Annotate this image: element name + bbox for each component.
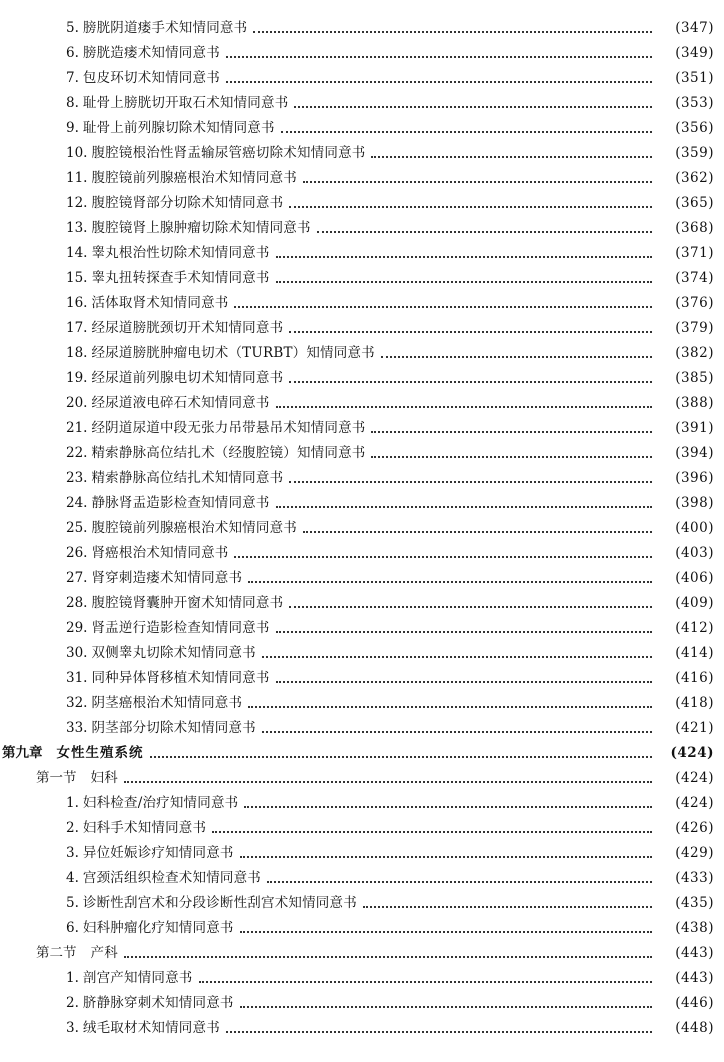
toc-title: 脐静脉穿刺术知情同意书 bbox=[82, 995, 234, 1011]
toc-entry bbox=[66, 394, 270, 412]
toc-page-number: (403) bbox=[675, 545, 714, 561]
toc-entry bbox=[66, 719, 256, 737]
toc-number: 2. bbox=[66, 995, 79, 1011]
dot-leader bbox=[124, 781, 652, 783]
dot-leader bbox=[248, 581, 652, 583]
toc-title: 腹腔镜根治性肾盂输尿管癌切除术知情同意书 bbox=[91, 145, 366, 161]
toc-title: 腹腔镜前列腺癌根治术知情同意书 bbox=[91, 520, 297, 536]
toc-number: 17. bbox=[66, 320, 88, 336]
dot-leader bbox=[124, 956, 652, 958]
toc-item bbox=[0, 312, 724, 337]
toc-page-number: (418) bbox=[675, 695, 714, 711]
dot-leader bbox=[267, 881, 652, 883]
toc-page-number: (382) bbox=[675, 345, 714, 361]
dot-leader bbox=[212, 831, 652, 833]
toc-item bbox=[0, 537, 724, 562]
dot-leader bbox=[240, 1006, 652, 1008]
toc-title: 宫颈活组织检查术知情同意书 bbox=[82, 870, 261, 886]
toc-title: 耻骨上前列腺切除术知情同意书 bbox=[82, 120, 275, 136]
toc-entry bbox=[66, 419, 365, 437]
toc-item bbox=[0, 912, 724, 937]
toc-number: 18. bbox=[66, 345, 88, 361]
toc-number: 31. bbox=[66, 670, 88, 686]
toc-title: 精索静脉高位结扎术（经腹腔镜）知情同意书 bbox=[91, 445, 366, 461]
toc-title: 妇科 bbox=[90, 770, 118, 786]
toc-item bbox=[0, 1012, 724, 1037]
dot-leader bbox=[276, 256, 652, 258]
toc-title: 肾癌根治术知情同意书 bbox=[91, 545, 229, 561]
toc-page-number: (409) bbox=[675, 595, 714, 611]
toc-item bbox=[0, 12, 724, 37]
toc-page-number: (359) bbox=[675, 145, 714, 161]
toc-title: 经阴道尿道中段无张力吊带悬吊术知情同意书 bbox=[91, 420, 366, 436]
toc-title: 活体取肾术知情同意书 bbox=[91, 295, 229, 311]
toc-title: 睾丸根治性切除术知情同意书 bbox=[91, 245, 270, 261]
toc-page-number: (424) bbox=[675, 795, 714, 811]
toc-page-number: (446) bbox=[675, 995, 714, 1011]
toc-number: 24. bbox=[66, 495, 88, 511]
toc-number: 28. bbox=[66, 595, 88, 611]
toc-number: 22. bbox=[66, 445, 88, 461]
toc-title: 膀胱阴道瘘手术知情同意书 bbox=[82, 20, 248, 36]
dot-leader bbox=[303, 531, 652, 533]
toc-page-number: (347) bbox=[675, 20, 714, 36]
toc-page-number: (438) bbox=[675, 920, 714, 936]
toc-page-number: (356) bbox=[675, 120, 714, 136]
toc-item bbox=[0, 512, 724, 537]
toc-item bbox=[0, 412, 724, 437]
toc-number: 21. bbox=[66, 420, 88, 436]
toc-title: 腹腔镜肾上腺肿瘤切除术知情同意书 bbox=[91, 220, 311, 236]
toc-page-number: (391) bbox=[675, 420, 714, 436]
toc-page-number: (412) bbox=[675, 620, 714, 636]
toc-entry bbox=[66, 619, 270, 637]
toc-entry bbox=[66, 144, 365, 162]
toc-title: 肾穿刺造瘘术知情同意书 bbox=[91, 570, 243, 586]
toc-page-number: (349) bbox=[675, 45, 714, 61]
toc-number: 7. bbox=[66, 70, 79, 86]
toc-item bbox=[0, 962, 724, 987]
toc-page-number: (424) bbox=[675, 770, 714, 786]
toc-number: 1. bbox=[66, 970, 79, 986]
dot-leader bbox=[240, 931, 652, 933]
dot-leader bbox=[276, 406, 652, 408]
toc-number: 5. bbox=[66, 895, 79, 911]
toc-number: 9. bbox=[66, 120, 79, 136]
toc-item bbox=[0, 337, 724, 362]
toc-number: 23. bbox=[66, 470, 88, 486]
toc-entry bbox=[66, 469, 283, 487]
toc-entry bbox=[66, 94, 288, 112]
toc-number: 32. bbox=[66, 695, 88, 711]
toc-page-number: (371) bbox=[675, 245, 714, 261]
toc-title: 经尿道前列腺电切术知情同意书 bbox=[91, 370, 284, 386]
toc-number: 12. bbox=[66, 195, 88, 211]
dot-leader bbox=[371, 431, 652, 433]
dot-leader bbox=[226, 56, 652, 58]
toc-entry bbox=[66, 119, 275, 137]
toc-entry bbox=[66, 369, 283, 387]
toc-page-number: (414) bbox=[675, 645, 714, 661]
toc-entry bbox=[66, 869, 261, 887]
dot-leader bbox=[303, 181, 652, 183]
toc-item bbox=[0, 712, 724, 737]
toc-number: 14. bbox=[66, 245, 88, 261]
toc-item bbox=[0, 637, 724, 662]
toc-title: 产科 bbox=[90, 945, 118, 961]
toc-page-number: (374) bbox=[675, 270, 714, 286]
toc-item bbox=[0, 187, 724, 212]
toc-number: 25. bbox=[66, 520, 88, 536]
dot-leader bbox=[371, 156, 652, 158]
toc-item bbox=[0, 212, 724, 237]
toc-item bbox=[0, 362, 724, 387]
toc-title: 经尿道膀胱肿瘤电切术（TURBT）知情同意书 bbox=[91, 345, 375, 361]
toc-page-number: (421) bbox=[675, 720, 714, 736]
toc-title: 双侧睾丸切除术知情同意书 bbox=[91, 645, 256, 661]
toc-entry bbox=[66, 544, 228, 562]
toc-number: 27. bbox=[66, 570, 88, 586]
toc-title: 腹腔镜肾部分切除术知情同意书 bbox=[91, 195, 284, 211]
toc-entry bbox=[66, 269, 270, 287]
toc-title: 妇科肿瘤化疗知情同意书 bbox=[82, 920, 234, 936]
toc-entry bbox=[66, 519, 297, 537]
toc-number: 13. bbox=[66, 220, 88, 236]
toc-number: 26. bbox=[66, 545, 88, 561]
toc-entry bbox=[66, 794, 238, 812]
toc-title: 膀胱造瘘术知情同意书 bbox=[82, 45, 220, 61]
dot-leader bbox=[381, 356, 652, 358]
toc-entry bbox=[66, 694, 242, 712]
toc-number: 20. bbox=[66, 395, 88, 411]
toc-number: 8. bbox=[66, 95, 79, 111]
toc-entry bbox=[36, 944, 118, 962]
toc-number: 33. bbox=[66, 720, 88, 736]
dot-leader bbox=[289, 481, 652, 483]
toc-item bbox=[0, 837, 724, 862]
toc-entry bbox=[66, 1019, 220, 1037]
toc-entry bbox=[66, 969, 193, 987]
toc-number: 11. bbox=[66, 170, 88, 186]
toc-title: 诊断性刮宫术和分段诊断性刮宫术知情同意书 bbox=[82, 895, 357, 911]
dot-leader bbox=[240, 856, 652, 858]
toc-item bbox=[0, 487, 724, 512]
toc-item bbox=[0, 887, 724, 912]
dot-leader bbox=[276, 681, 652, 683]
toc-entry bbox=[66, 819, 206, 837]
toc-page-number: (362) bbox=[675, 170, 714, 186]
dot-leader bbox=[262, 656, 652, 658]
toc-entry bbox=[66, 19, 247, 37]
dot-leader bbox=[371, 456, 652, 458]
toc-page-number: (426) bbox=[675, 820, 714, 836]
toc-page-number: (394) bbox=[675, 445, 714, 461]
toc-page-number: (351) bbox=[675, 70, 714, 86]
dot-leader bbox=[289, 331, 652, 333]
toc-number: 3. bbox=[66, 845, 79, 861]
toc-page-number: (448) bbox=[675, 1020, 714, 1036]
toc-page-number: (429) bbox=[675, 845, 714, 861]
toc-entry bbox=[66, 169, 297, 187]
toc-item bbox=[0, 112, 724, 137]
dot-leader bbox=[289, 206, 652, 208]
toc-entry bbox=[66, 294, 228, 312]
toc-item bbox=[0, 662, 724, 687]
toc-page-number: (365) bbox=[675, 195, 714, 211]
toc-entry bbox=[66, 444, 365, 462]
toc-entry bbox=[66, 69, 220, 87]
toc-title: 腹腔镜前列腺癌根治术知情同意书 bbox=[91, 170, 297, 186]
toc-number: 2. bbox=[66, 820, 79, 836]
toc-item bbox=[0, 987, 724, 1012]
toc-entry bbox=[66, 44, 220, 62]
toc-item bbox=[0, 162, 724, 187]
toc-page-number: (443) bbox=[675, 945, 714, 961]
toc-title: 经尿道液电碎石术知情同意书 bbox=[91, 395, 270, 411]
toc-number: 29. bbox=[66, 620, 88, 636]
toc-item bbox=[0, 612, 724, 637]
toc-page-number: (396) bbox=[675, 470, 714, 486]
toc-title: 包皮环切术知情同意书 bbox=[82, 70, 220, 86]
toc-title: 绒毛取材术知情同意书 bbox=[82, 1020, 220, 1036]
dot-leader bbox=[262, 731, 652, 733]
dot-leader bbox=[294, 106, 652, 108]
toc-number: 第一节 bbox=[36, 770, 77, 786]
toc-entry bbox=[2, 744, 144, 762]
toc-item bbox=[0, 37, 724, 62]
toc-number: 1. bbox=[66, 795, 79, 811]
toc-page-number: (406) bbox=[675, 570, 714, 586]
dot-leader bbox=[244, 806, 652, 808]
toc-entry bbox=[66, 219, 311, 237]
toc-entry bbox=[66, 894, 357, 912]
toc-number: 16. bbox=[66, 295, 88, 311]
toc-entry bbox=[66, 644, 256, 662]
toc-page-number: (433) bbox=[675, 870, 714, 886]
toc-title: 肾盂逆行造影检查知情同意书 bbox=[91, 620, 270, 636]
toc-section bbox=[0, 762, 724, 787]
toc-entry bbox=[66, 569, 242, 587]
toc-page-number: (398) bbox=[675, 495, 714, 511]
toc-item bbox=[0, 562, 724, 587]
toc-chapter bbox=[0, 737, 724, 762]
toc-number: 6. bbox=[66, 45, 79, 61]
dot-leader bbox=[289, 381, 652, 383]
toc-number: 第二节 bbox=[36, 945, 77, 961]
toc-page-number: (368) bbox=[675, 220, 714, 236]
dot-leader bbox=[276, 506, 652, 508]
toc-title: 异位妊娠诊疗知情同意书 bbox=[82, 845, 234, 861]
toc-page-number: (388) bbox=[675, 395, 714, 411]
toc-number: 30. bbox=[66, 645, 88, 661]
toc-entry bbox=[66, 244, 270, 262]
toc-entry bbox=[66, 994, 234, 1012]
toc-page-number: (376) bbox=[675, 295, 714, 311]
toc-title: 同种异体肾移植术知情同意书 bbox=[91, 670, 270, 686]
dot-leader bbox=[363, 906, 652, 908]
toc-title: 阴茎部分切除术知情同意书 bbox=[91, 720, 256, 736]
toc-number: 6. bbox=[66, 920, 79, 936]
toc-number: 5. bbox=[66, 20, 79, 36]
toc-item bbox=[0, 387, 724, 412]
dot-leader bbox=[253, 31, 652, 33]
toc-entry bbox=[66, 194, 283, 212]
toc-title: 耻骨上膀胱切开取石术知情同意书 bbox=[82, 95, 289, 111]
toc-number: 15. bbox=[66, 270, 88, 286]
toc-section bbox=[0, 937, 724, 962]
toc-title: 经尿道膀胱颈切开术知情同意书 bbox=[91, 320, 284, 336]
toc-number: 第九章 bbox=[2, 745, 43, 761]
toc-title: 精索静脉高位结扎术知情同意书 bbox=[91, 470, 284, 486]
toc-entry bbox=[66, 494, 270, 512]
toc-title: 腹腔镜肾囊肿开窗术知情同意书 bbox=[91, 595, 284, 611]
toc-item bbox=[0, 237, 724, 262]
toc-number: 10. bbox=[66, 145, 88, 161]
toc-entry bbox=[66, 669, 270, 687]
toc-item bbox=[0, 437, 724, 462]
toc-title: 妇科检查/治疗知情同意书 bbox=[82, 795, 239, 811]
toc-page-number: (400) bbox=[675, 520, 714, 536]
toc-number: 3. bbox=[66, 1020, 79, 1036]
dot-leader bbox=[234, 556, 652, 558]
toc-title: 妇科手术知情同意书 bbox=[82, 820, 207, 836]
toc-item bbox=[0, 587, 724, 612]
toc-number: 4. bbox=[66, 870, 79, 886]
toc-item bbox=[0, 137, 724, 162]
toc-item bbox=[0, 262, 724, 287]
toc-page-number: (385) bbox=[675, 370, 714, 386]
toc-item bbox=[0, 787, 724, 812]
dot-leader bbox=[234, 306, 652, 308]
toc-item bbox=[0, 812, 724, 837]
toc-title: 女性生殖系统 bbox=[56, 745, 144, 761]
toc-page-number: (435) bbox=[675, 895, 714, 911]
toc-item bbox=[0, 62, 724, 87]
toc-entry bbox=[66, 919, 234, 937]
dot-leader bbox=[226, 81, 652, 83]
toc-title: 阴茎癌根治术知情同意书 bbox=[91, 695, 243, 711]
toc-item bbox=[0, 462, 724, 487]
dot-leader bbox=[248, 706, 652, 708]
dot-leader bbox=[317, 231, 652, 233]
toc-title: 剖宫产知情同意书 bbox=[82, 970, 193, 986]
toc-title: 静脉肾盂造影检查知情同意书 bbox=[91, 495, 270, 511]
toc-entry bbox=[66, 844, 234, 862]
dot-leader bbox=[276, 631, 652, 633]
dot-leader bbox=[289, 606, 652, 608]
toc-page-number: (416) bbox=[675, 670, 714, 686]
toc-item bbox=[0, 687, 724, 712]
toc-title: 睾丸扭转探查手术知情同意书 bbox=[91, 270, 270, 286]
toc-page-number: (379) bbox=[675, 320, 714, 336]
toc-entry bbox=[66, 344, 375, 362]
toc-entry bbox=[66, 319, 283, 337]
toc-entry bbox=[66, 594, 283, 612]
toc-item bbox=[0, 87, 724, 112]
toc-entry bbox=[36, 769, 118, 787]
toc-page-number: (424) bbox=[670, 745, 714, 761]
dot-leader bbox=[226, 1031, 652, 1033]
toc-page-number: (353) bbox=[675, 95, 714, 111]
dot-leader bbox=[150, 756, 653, 758]
dot-leader bbox=[276, 281, 652, 283]
toc-number: 19. bbox=[66, 370, 88, 386]
toc-item bbox=[0, 862, 724, 887]
dot-leader bbox=[199, 981, 653, 983]
toc-page-number: (443) bbox=[675, 970, 714, 986]
dot-leader bbox=[281, 131, 652, 133]
toc-item bbox=[0, 287, 724, 312]
